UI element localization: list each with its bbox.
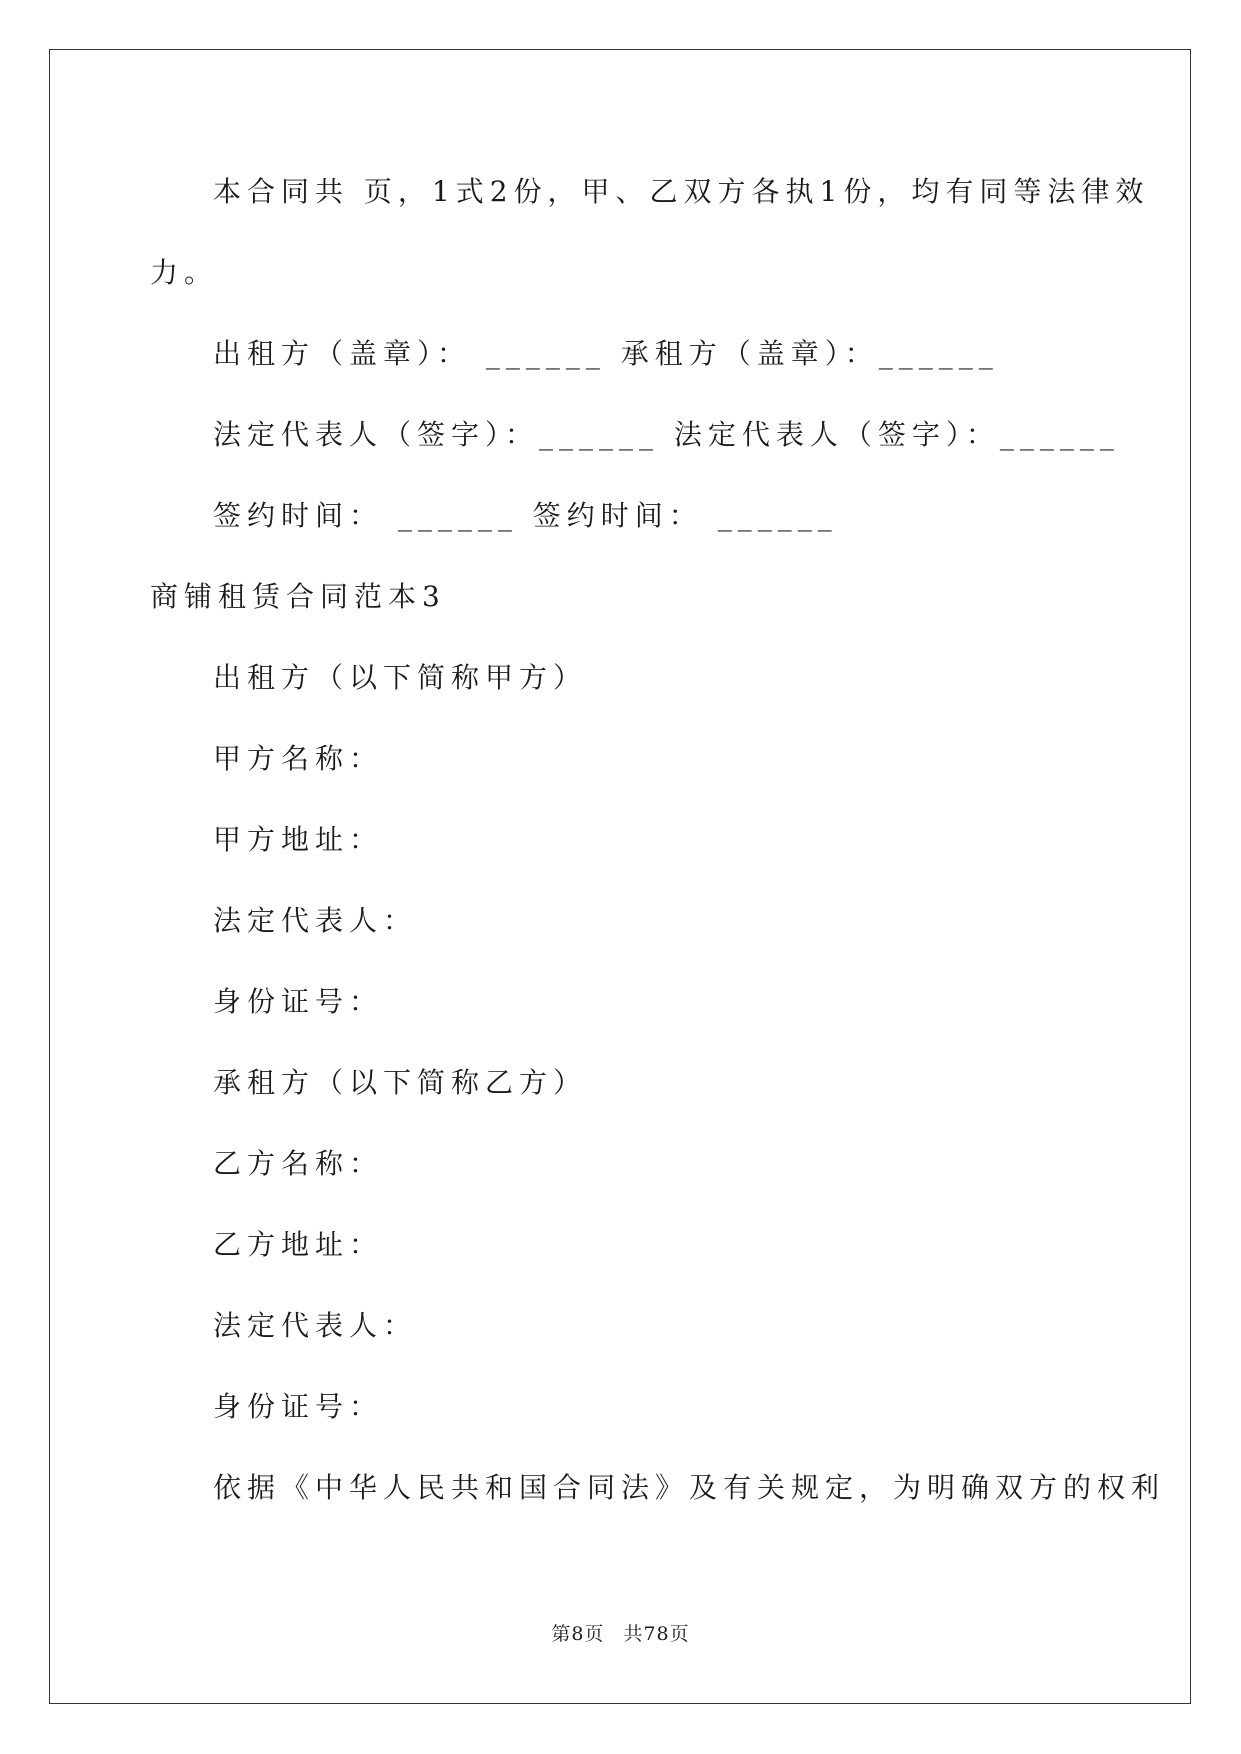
party-a-name: 甲方名称：	[213, 742, 384, 775]
signature-line: 法定代表人（签字）：______ 法定代表人（签字）：______	[213, 418, 1120, 451]
page-footer	[0, 1619, 1241, 1646]
party-b-address: 乙方地址：	[213, 1228, 384, 1261]
legal-basis-paragraph: 依据《中华人民共和国合同法》及有关规定，为明确双方的权利	[213, 1471, 1166, 1504]
page-number: 第8页	[551, 1623, 605, 1645]
seal-line: 出租方（盖章）： ______ 承租方（盖章）：______	[213, 337, 999, 370]
party-b-legal-rep: 法定代表人：	[213, 1309, 418, 1342]
party-a-id-number: 身份证号：	[213, 985, 384, 1018]
contract-copies-paragraph: 本合同共 页，1式2份，甲、乙双方各执1份，均有同等法律效	[213, 175, 1150, 208]
signing-date-line: 签约时间： ______ 签约时间： ______	[213, 499, 838, 532]
section-title: 商铺租赁合同范本3	[150, 580, 446, 613]
party-b-id-number: 身份证号：	[213, 1390, 384, 1423]
party-a-legal-rep: 法定代表人：	[213, 904, 418, 937]
contract-copies-paragraph-cont: 力。	[150, 256, 219, 289]
lessee-heading: 承租方（以下简称乙方）	[213, 1066, 588, 1099]
page-border	[49, 49, 1191, 1704]
party-a-address: 甲方地址：	[213, 823, 384, 856]
page-total: 共78页	[623, 1623, 690, 1645]
party-b-name: 乙方名称：	[213, 1147, 384, 1180]
lessor-heading: 出租方（以下简称甲方）	[213, 661, 588, 694]
